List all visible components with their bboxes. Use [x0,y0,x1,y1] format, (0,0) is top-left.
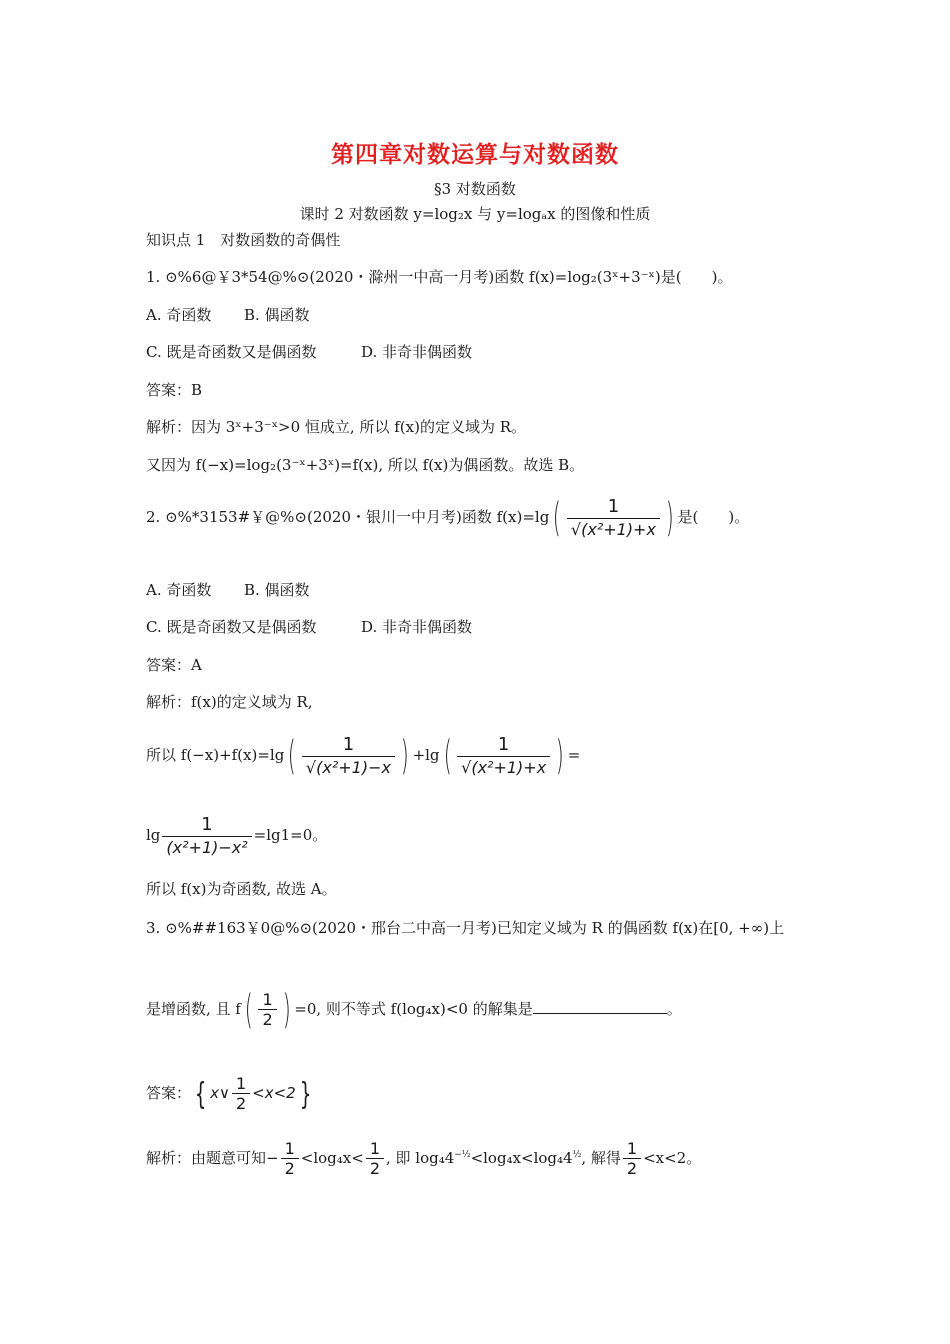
q3-stem-2-tail: 。 [666,1000,682,1018]
q2-analysis-2-text: 所以 f(−x)+f(x)=lg [146,746,285,764]
q3-analysis [146,1140,701,1178]
q2-analysis-1: 解析：f(x)的定义域为 R, [146,693,313,711]
fraction-1 [302,734,395,778]
q3-answer-label: 答案： [146,1084,192,1102]
answer-half-numerator: 1 [235,1074,247,1093]
exponent-1: −½ [454,1150,471,1160]
q2-answer: 答案：A [146,656,202,674]
q2-stem-text: 2. ⊙%*3153#￥@%⊙(2020・银川一中月考)函数 f(x)=lg [146,508,550,526]
paren-right: ) [400,733,409,779]
q3-answer-tail: <x<2 [252,1084,296,1102]
q3-stem-1: 3. ⊙%##163￥0@%⊙(2020・邢台二中高一月考)已知定义域为 R 的偶函数 f(x)在[0, +∞)上 [146,919,785,937]
fraction-3-denominator: (x²+1)−x² [162,836,251,858]
q2-fraction [567,496,660,540]
brace-left: { [194,1076,207,1112]
q2-fraction-numerator: 1 [607,496,620,517]
q2-analysis-3 [146,814,327,858]
brace-right: } [299,1076,311,1112]
q3-analysis-c: <log₄x<log₄4 [470,1149,573,1167]
half-denominator: 2 [258,1009,276,1029]
q2-option-b: B. 偶函数 [244,581,310,599]
fraction-2-numerator: 1 [497,734,510,755]
analysis-half-1-numerator: 1 [284,1139,295,1158]
q2-fraction-denominator: √(x²+1)+x [567,518,660,540]
lesson-heading: 课时 2 对数函数 y=log₂x 与 y=logₐx 的图像和性质 [299,205,651,223]
q3-stem-2-mid: =0, 则不等式 f(log₄x)<0 的解集是 [294,1000,533,1018]
q2-analysis-2-tail: = [567,746,581,764]
analysis-half-2-numerator: 1 [369,1139,380,1158]
analysis-half-3-numerator: 1 [626,1139,638,1158]
paren-right: ) [665,495,674,541]
topic-heading: 知识点 1 对数函数的奇偶性 [146,231,341,249]
q1-answer: 答案：B [146,381,203,399]
q2-analysis-3-text: lg [146,826,161,844]
q2-analysis-2 [146,734,580,778]
q2-analysis-4: 所以 f(x)为奇函数, 故选 A。 [146,880,337,898]
q2-analysis-3-tail: =lg1=0。 [253,826,328,844]
fraction-1-denominator: √(x²+1)−x [302,756,395,778]
answer-half-denominator: 2 [232,1093,250,1113]
q3-answer [146,1075,315,1113]
q1-option-d: D. 非奇非偶函数 [361,343,473,361]
q1-stem: 1. ⊙%6@￥3*54@%⊙(2020・滁州一中高一月考)函数 f(x)=log₂(3ˣ+3⁻ˣ)是( )。 [146,268,733,286]
q2-option-a: A. 奇函数 [146,581,212,599]
paren-left: ( [288,733,297,779]
q1-analysis-1: 解析：因为 3ˣ+3⁻ˣ>0 恒成立, 所以 f(x)的定义域为 R。 [146,418,527,436]
paren-right: ) [556,733,564,779]
q3-analysis-d: , 解得 [581,1149,621,1167]
q3-analysis-text: 解析：由题意可知− [146,1149,279,1167]
analysis-half-3 [623,1140,641,1178]
q3-analysis-a: <log₄x< [300,1149,364,1167]
q3-analysis-b: , 即 log₄4 [386,1149,455,1167]
section-heading: §3 对数函数 [434,180,516,198]
analysis-half-3-denominator: 2 [623,1158,641,1178]
answer-blank [533,999,667,1014]
paren-left: ( [443,733,452,779]
q1-option-a: A. 奇函数 [146,306,212,324]
fraction-1-numerator: 1 [342,734,355,755]
q3-stem-2 [146,987,682,1033]
fraction-2-denominator: √(x²+1)+x [457,756,550,778]
analysis-half-1 [281,1140,299,1178]
fraction-3 [162,814,251,858]
q3-answer-set: x∨ [210,1084,230,1102]
fraction-2 [457,734,550,778]
q1-option-b: B. 偶函数 [244,306,310,324]
analysis-half-2-denominator: 2 [366,1158,384,1178]
q3-stem-2-text: 是增函数, 且 f [146,1000,241,1018]
paren-right: ) [282,987,291,1033]
exponent-2: ½ [572,1150,582,1160]
q2-stem [146,496,749,540]
fraction-3-numerator: 1 [201,814,213,835]
paren-left: ( [553,495,562,541]
analysis-half-2 [366,1140,384,1178]
q2-option-c: C. 既是奇函数又是偶函数 [146,618,317,636]
chapter-title: 第四章对数运算与对数函数 [331,141,619,168]
q1-analysis-2: 又因为 f(−x)=log₂(3⁻ˣ+3ˣ)=f(x), 所以 f(x)为偶函数。故选 B。 [146,456,585,474]
q1-option-c: C. 既是奇函数又是偶函数 [146,343,317,361]
analysis-half-1-denominator: 2 [281,1158,299,1178]
answer-half [232,1075,250,1113]
q3-analysis-e: <x<2。 [643,1149,702,1167]
q2-option-d: D. 非奇非偶函数 [361,618,473,636]
half-numerator: 1 [262,990,273,1009]
paren-left: ( [244,987,253,1033]
q2-stem-tail: 是( )。 [677,508,750,526]
half-fraction [258,991,276,1029]
q2-analysis-2-mid: +lg [412,746,440,764]
